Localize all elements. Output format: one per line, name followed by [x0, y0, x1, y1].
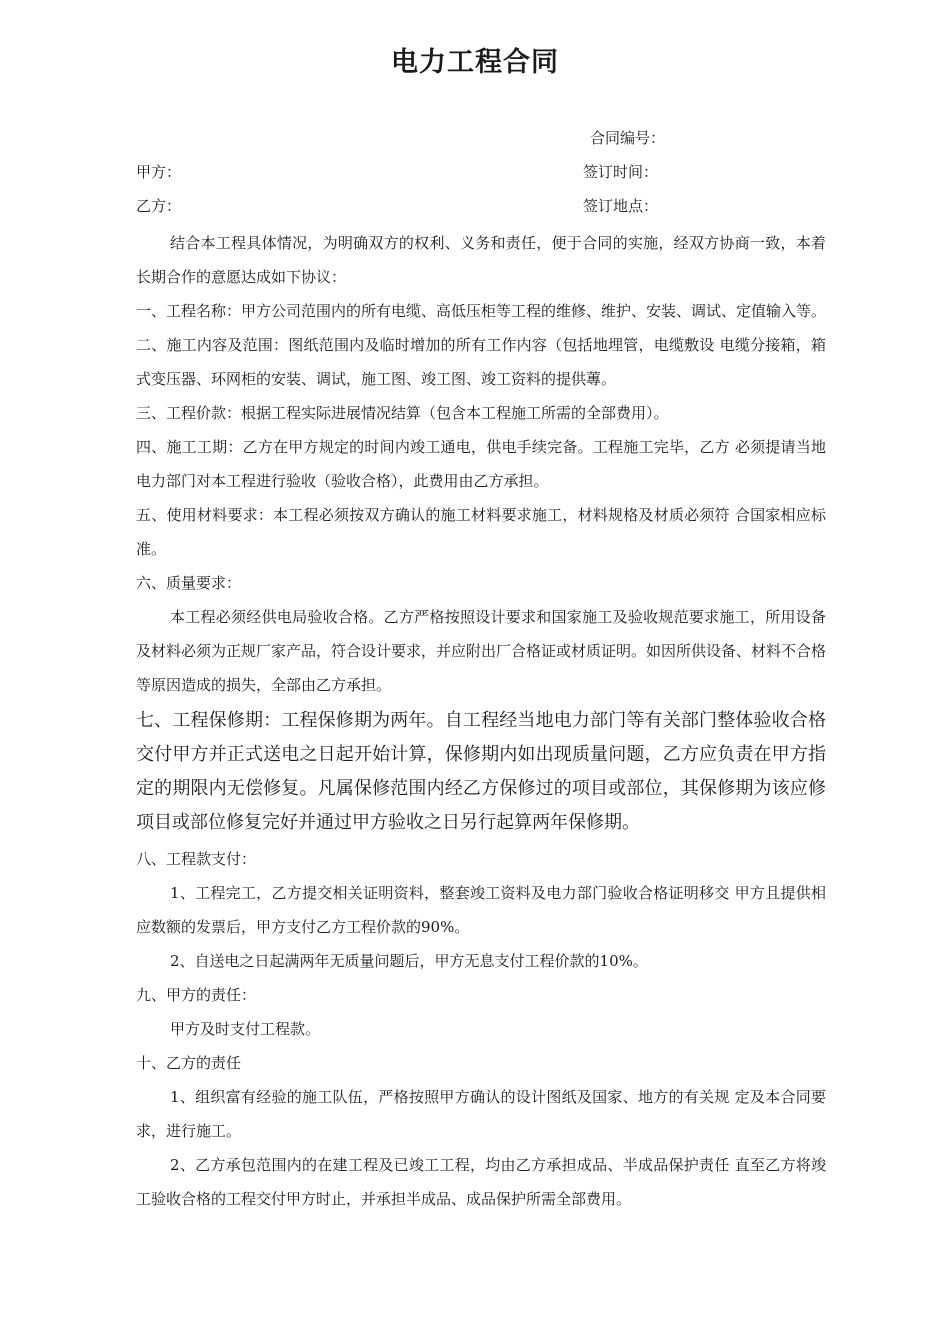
clause-8-item-1: 1、工程完工，乙方提交相关证明资料，整套竣工资料及电力部门验收合格证明移交 甲方且提供相应数额的发票后，甲方支付乙方工程价款的90%。	[136, 884, 826, 936]
clause-3-price: 三、工程价款：根据工程实际进展情况结算（包含本工程施工所需的全部费用）。	[136, 404, 669, 422]
clause-4-schedule: 四、施工工期：乙方在甲方规定的时间内竣工通电，供电手续完备。工程施工完毕，乙方 必须提请当地电力部门对本工程进行验收（验收合格），此费用由乙方承担。	[136, 438, 826, 490]
clause-9-text: 甲方及时支付工程款。	[170, 1020, 321, 1038]
clause-2-scope: 二、施工内容及范围：图纸范围内及临时增加的所有工作内容（包括地埋管，电缆敷设 电缆分接箱，箱式变压器、环网柜的安装、调试，施工图、竣工图、竣工资料的提供蓴。	[136, 336, 826, 388]
clause-8-item-2: 2、自送电之日起满两年无质量问题后，甲方无息支付工程价款的10%。	[170, 952, 648, 970]
preamble-paragraph: 结合本工程具体情况，为明确双方的权利、义务和责任，便于合同的实施，经双方协商一致，本着长期合作的意愿达成如下协议：	[136, 234, 826, 286]
document-title: 电力工程合同	[391, 47, 559, 78]
party-b-label: 乙方：	[136, 197, 182, 215]
clause-10-heading: 十、乙方的责任	[136, 1054, 242, 1072]
clause-5-materials: 五、使用材料要求：本工程必须按双方确认的施工材料要求施工，材料规格及材质必须符 合国家相应标准。	[136, 506, 826, 558]
clause-6-heading: 六、质量要求：	[136, 574, 242, 592]
clause-7-warranty: 七、工程保修期：工程保修期为两年。自工程经当地电力部门等有关部门整体验收合格交付甲方并正式送电之日起开始计算，保修期内如出现质量问题，乙方应负责在甲方指定的期限内无偿修复。凡属保修范围内经乙方保修过的项目或部位，其保修期为该应修项目或部位修复完好并通过甲方验收之日另行起算两年保修期。	[136, 710, 826, 833]
clause-9-heading: 九、甲方的责任：	[136, 986, 257, 1004]
clause-8-heading: 八、工程款支付：	[136, 850, 257, 868]
sign-time-label: 签订时间：	[583, 163, 659, 181]
clause-6-quality-text: 本工程必须经供电局验收合格。乙方严格按照设计要求和国家施工及验收规范要求施工，所用设备及材料必须为正规厂家产品，符合设计要求，并应附出厂合格证或材质证明。如因所供设备、材料不合格等原因造成的损失，全部由乙方承担。	[136, 608, 827, 694]
contract-body	[136, 226, 826, 1216]
clause-10-item-2: 2、乙方承包范围内的在建工程及已竣工工程，均由乙方承担成品、半成品保护责任 直至乙方将竣工验收合格的工程交付甲方时止，并承担半成品、成品保护所需全部费用。	[136, 1156, 826, 1208]
contract-number-label: 合同编号：	[590, 129, 666, 147]
clause-1-project-name: 一、工程名称：甲方公司范围内的所有电缆、高低压柜等工程的维修、维护、安装、调试、定值输入等。	[136, 302, 827, 320]
sign-place-label: 签订地点：	[583, 197, 659, 215]
clause-10-item-1: 1、组织富有经验的施工队伍，严格按照甲方确认的设计图纸及国家、地方的有关规 定及本合同要求，进行施工。	[136, 1088, 826, 1140]
party-a-label: 甲方：	[136, 163, 182, 181]
